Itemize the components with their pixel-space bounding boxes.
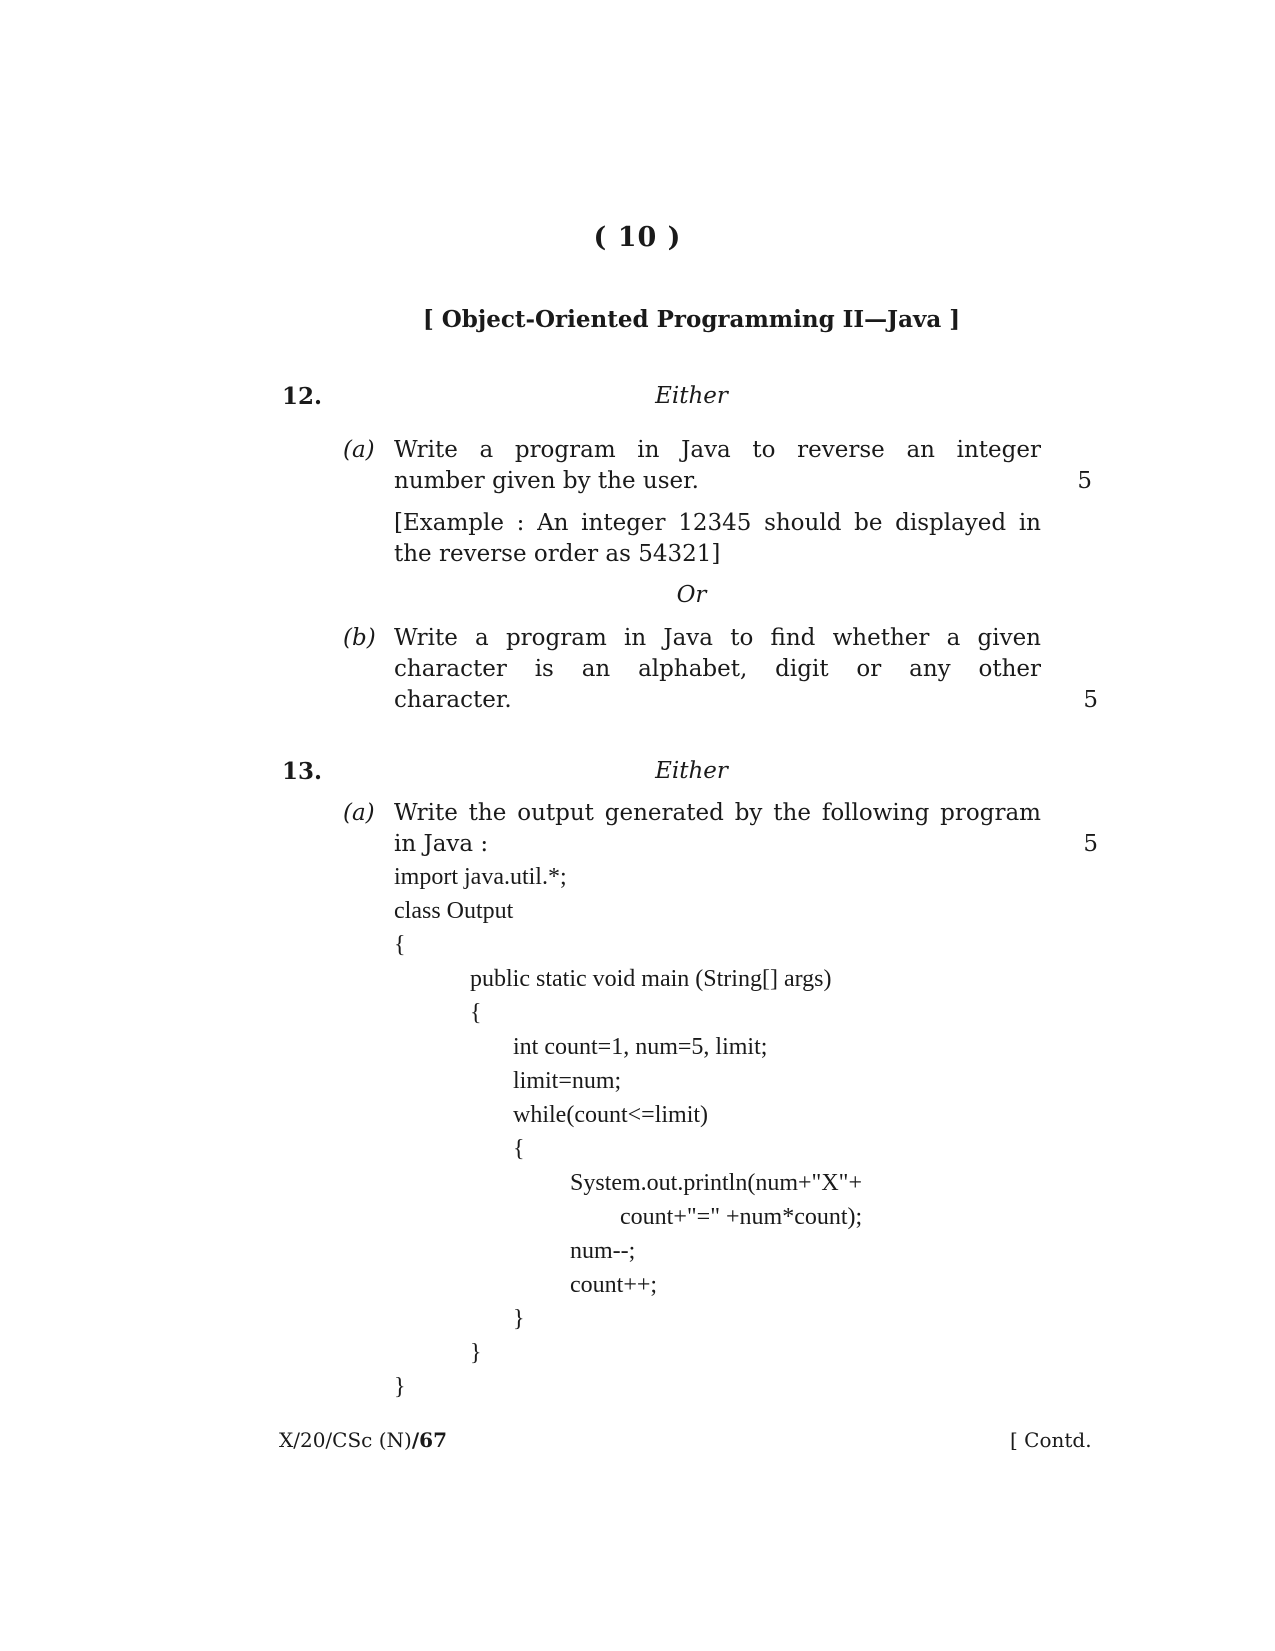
- q12b-line-3: character.: [394, 687, 512, 713]
- question-12-either: Either: [655, 383, 728, 409]
- q12b-marks: 5: [1083, 687, 1098, 713]
- q12a-line-2: number given by the user.: [394, 468, 699, 494]
- page-number: ( 10 ): [593, 222, 682, 253]
- code-line: }: [394, 1374, 406, 1400]
- code-line: import java.util.*;: [394, 864, 567, 890]
- q12a-example-line-2: the reverse order as 54321]: [394, 541, 721, 567]
- q12-or: Or: [676, 582, 707, 608]
- contd-note: [ Contd.: [1010, 1428, 1092, 1452]
- code-line: int count=1, num=5, limit;: [513, 1034, 768, 1060]
- q12a-example-line-1: [Example : An integer 12345 should be displayed in: [394, 510, 1041, 536]
- q12b-line-1: Write a program in Java to find whether a given: [394, 625, 1041, 651]
- question-13-number: 13.: [282, 758, 323, 785]
- q13a-line-1: Write the output generated by the following program: [394, 800, 1041, 826]
- q12b-line-2: character is an alphabet, digit or any other: [394, 656, 1041, 682]
- paper-code: [279, 1428, 447, 1452]
- section-title: [ Object-Oriented Programming II—Java ]: [422, 306, 961, 333]
- question-13-either: Either: [655, 758, 728, 784]
- code-line: {: [513, 1136, 525, 1162]
- code-line: count++;: [570, 1272, 658, 1298]
- q12a-marks: 5: [1077, 468, 1092, 494]
- code-line: System.out.println(num+"X"+: [570, 1170, 862, 1196]
- code-line: }: [470, 1340, 482, 1366]
- code-line: }: [513, 1306, 525, 1332]
- code-line: count+"=" +num*count);: [620, 1204, 863, 1230]
- code-line: {: [394, 932, 406, 958]
- question-12-number: 12.: [282, 383, 323, 410]
- code-line: public static void main (String[] args): [470, 966, 832, 992]
- code-line: while(count<=limit): [513, 1102, 709, 1128]
- code-line: class Output: [394, 898, 514, 924]
- q13a-label: (a): [343, 800, 375, 826]
- code-line: {: [470, 1000, 482, 1026]
- q13a-line-2: in Java :: [394, 831, 489, 857]
- code-line: num--;: [570, 1238, 636, 1264]
- q12a-label: (a): [343, 437, 375, 463]
- q12a-line-1: Write a program in Java to reverse an integer: [394, 437, 1041, 463]
- paper-code-prefix: X/20/CSc (N): [279, 1428, 412, 1452]
- code-line: limit=num;: [513, 1068, 622, 1094]
- q12b-label: (b): [343, 625, 376, 651]
- q13a-marks: 5: [1083, 831, 1098, 857]
- paper-code-suffix: /67: [411, 1428, 447, 1452]
